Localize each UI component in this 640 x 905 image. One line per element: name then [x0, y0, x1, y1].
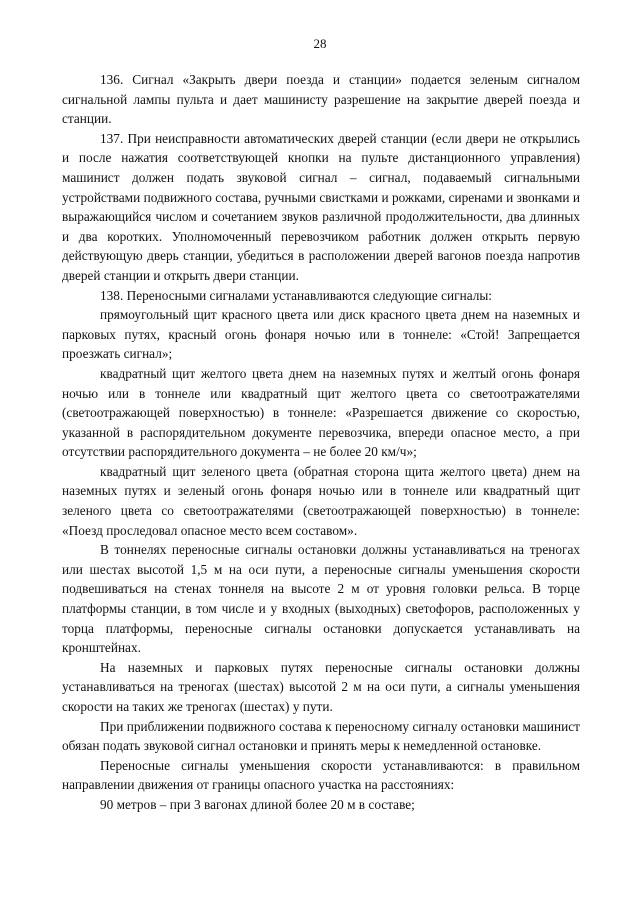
paragraph-speed-reduction: Переносные сигналы уменьшения скорости устанавливаются: в правильном направлении движения от границы опасного участка на расстояниях: [62, 757, 580, 793]
document-body [62, 70, 580, 815]
paragraph-distance-90m: 90 метров – при 3 вагонах длиной более 20 м в составе; [100, 796, 415, 812]
page-number: 28 [313, 36, 327, 51]
paragraph-tunnel-signals: В тоннелях переносные сигналы остановки должны устанавливаться на треногах или шестах высотой 1,5 м на оси пути, а переносные сигналы уменьшения скорости подвешиваться на стенах тоннеля на высоте 2 м от уровня головки рельса. В торце платформы станции, в том числе и у входных (выходных) светофоров, расположенных у торца платформы, переносные сигналы остановки допускается устанавливать на кронштейнах. [62, 542, 580, 656]
paragraph-surface-signals: На наземных и парковых путях переносные сигналы остановки должны устанавливаться на треногах (шестах) высотой 2 м на оси пути, а сигналы уменьшения скорости на таких же треногах (шестах) у пути. [62, 659, 580, 714]
paragraph-136: 136. Сигнал «Закрыть двери поезда и станции» подается зеленым сигналом сигнальной лампы пульта и дает машинисту разрешение на закрытие дверей поезда и станции. [62, 72, 580, 127]
paragraph-red-signal: прямоугольный щит красного цвета или диск красного цвета днем на наземных и парковых путях, красный огонь фонаря ночью или в тоннеле: «Стой! Запрещается проезжать сигнал»; [62, 307, 580, 362]
paragraph-yellow-signal: квадратный щит желтого цвета днем на наземных путях и желтый огонь фонаря ночью или в тоннеле или квадратный щит желтого цвета со светоотражателями (светоотражающей поверхностью) в тоннеле: «Разрешается движение со скоростью, указанной в распорядительном документе перевозчика, впереди опасное место, а при отсутствии распорядительного документа – не более 20 км/ч»; [62, 365, 580, 460]
paragraph-138: 138. Переносными сигналами устанавливаются следующие сигналы: [100, 287, 492, 303]
paragraph-approach-signal: При приближении подвижного состава к переносному сигналу остановки машинист обязан подать звуковой сигнал остановки и принять меры к немедленной остановке. [62, 718, 580, 754]
paragraph-green-signal: квадратный щит зеленого цвета (обратная сторона щита желтого цвета) днем на наземных путях и зеленый огонь фонаря ночью или в тоннеле или квадратный щит зеленого цвета со светоотражателями (светоотражающей поверхностью) в тоннеле: «Поезд проследовал опасное место всем составом». [62, 463, 580, 538]
paragraph-137: 137. При неисправности автоматических дверей станции (если двери не открылись и после нажатия соответствующей кнопки на пульте дистанционного управления) машинист должен подать звуковой сигнал – сигнал, подаваемый сигнальными устройствами подвижного состава, ручными свистками и рожками, сиренами и звонками и выражающийся числом и сочетанием звуков различной продолжительности, два длинных и два коротких. Уполномоченный перевозчиком работник должен открыть первую действующую дверь станции, убедиться в расположении дверей вагонов поезда напротив дверей станции и открыть двери станции. [62, 130, 580, 283]
